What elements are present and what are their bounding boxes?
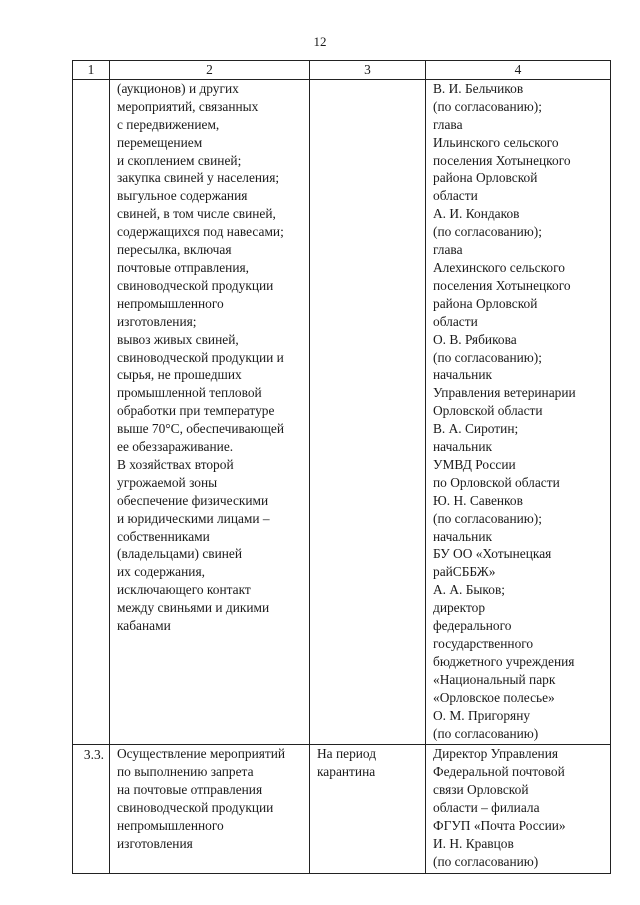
cell-text-line: начальник (433, 528, 492, 544)
cell-text-line: Орловской области (433, 403, 543, 419)
cell-text-line: карантина (317, 764, 376, 780)
cell-text-line: О. В. Рябикова (433, 331, 517, 347)
cell-text-line: Федеральной почтовой (433, 764, 565, 780)
cell-text-line: поселения Хотынецкого (433, 152, 571, 168)
cell-text-line: выше 70°С, обеспечивающей (117, 421, 285, 437)
cell-text-line: В. И. Бельчиков (433, 80, 524, 96)
cell-text-line: их содержания, (117, 564, 205, 580)
column-number-2: 2 (110, 61, 310, 80)
cell-text-line: А. А. Быков; (433, 582, 505, 598)
cell-text-line: кабанами (117, 618, 171, 634)
cell-text-line: содержащихся под навесами; (117, 224, 284, 240)
cell-text-line: В хозяйствах второй (117, 456, 234, 472)
cell-text-line: Ильинского сельского (433, 134, 559, 150)
cell-text-line: Алехинского сельского (433, 259, 565, 275)
cell-text-line: (по согласованию); (433, 349, 542, 365)
cell-text-line: выгульное содержания (117, 188, 248, 204)
cell-text-line: Директор Управления (433, 746, 559, 762)
cell-text-line: непромышленного (117, 818, 224, 834)
cell-text-line: изготовления (117, 835, 193, 851)
row-number-cell: 3.3. (73, 745, 110, 873)
cell-text-line: (по согласованию) (433, 853, 539, 869)
cell-text-line: по выполнению запрета (117, 764, 254, 780)
cell-text-line: «Орловское полесье» (433, 689, 555, 705)
cell-text-line: (по согласованию) (433, 725, 539, 741)
cell-text-line: БУ ОО «Хотынецкая (433, 546, 552, 562)
cell-text-line: изготовления; (117, 313, 197, 329)
cell-text-line: (аукционов) и других (117, 80, 239, 96)
cell-text-line: района Орловской (433, 170, 538, 186)
cell-text-line: исключающего контакт (117, 582, 251, 598)
cell-text-line: обработки при температуре (117, 403, 275, 419)
cell-text-line: свиноводческой продукции и (117, 349, 284, 365)
cell-text-line: (по согласованию); (433, 98, 542, 114)
cell-text-line: УМВД России (433, 456, 516, 472)
cell-text-line: ФГУП «Почта России» (433, 818, 566, 834)
row-number-cell (73, 79, 110, 745)
cell-text-line: А. И. Кондаков (433, 206, 520, 222)
cell-text-line: глава (433, 116, 463, 132)
cell-text-line: перемещением (117, 134, 203, 150)
cell-text-line: связи Орловской (433, 782, 529, 798)
cell-text-line: свиноводческой продукции (117, 277, 274, 293)
cell-text-line: (владельцами) свиней (117, 546, 243, 562)
cell-text-line: О. М. Пригоряну (433, 707, 531, 723)
responsible-cell (426, 79, 611, 745)
cell-text-line: начальник (433, 367, 492, 383)
measure-cell (110, 79, 310, 745)
cell-text-line: мероприятий, связанных (117, 98, 259, 114)
cell-text-line: поселения Хотынецкого (433, 277, 571, 293)
period-cell (310, 745, 426, 873)
cell-text-line: государственного (433, 636, 534, 651)
cell-text-line: промышленной тепловой (117, 385, 262, 401)
cell-text-line: области (433, 313, 478, 329)
cell-text-line: бюджетного учреждения (433, 653, 575, 669)
cell-text-line: пересылка, включая (117, 242, 232, 258)
cell-text-line: по Орловской области (433, 474, 560, 490)
measures-table (72, 60, 611, 874)
cell-text-line: свиноводческой продукции (117, 800, 274, 816)
cell-text-line: вывоз живых свиней, (117, 331, 239, 347)
cell-text-line: И. Н. Кравцов (433, 835, 514, 851)
cell-text-line: Осуществление мероприятий (117, 746, 286, 762)
column-number-1: 1 (73, 61, 110, 80)
cell-text-line: начальник (433, 439, 492, 455)
cell-text-line: (по согласованию); (433, 510, 542, 526)
table-row (73, 745, 611, 873)
cell-text-line: директор (433, 600, 486, 616)
cell-text-line: района Орловской (433, 295, 538, 311)
cell-text-line: угрожаемой зоны (117, 474, 218, 490)
cell-text-line: между свиньями и дикими (117, 600, 270, 616)
period-cell (310, 79, 426, 745)
table-row (73, 79, 611, 745)
cell-text-line: области (433, 188, 478, 204)
cell-text-line: глава (433, 242, 463, 258)
cell-text-line: закупка свиней у населения; (117, 170, 280, 186)
cell-text-line: почтовые отправления, (117, 259, 250, 275)
measure-cell (110, 745, 310, 873)
cell-text-line: на почтовые отправления (117, 782, 263, 798)
page-number: 12 (313, 34, 327, 49)
cell-text-line: (по согласованию); (433, 224, 542, 240)
cell-text-line: собственниками (117, 528, 210, 544)
responsible-cell (426, 745, 611, 873)
cell-text-line: свиней, в том числе свиней, (117, 206, 276, 222)
cell-text-line: райСББЖ» (433, 564, 496, 580)
cell-text-line: обеспечение физическими (117, 492, 269, 508)
cell-text-line: В. А. Сиротин; (433, 421, 519, 437)
cell-text-line: Ю. Н. Савенков (433, 492, 523, 508)
cell-text-line: Управления ветеринарии (433, 385, 576, 401)
cell-text-line: «Национальный парк (433, 671, 556, 687)
cell-text-line: ее обеззараживание. (117, 439, 234, 455)
cell-text-line: с передвижением, (117, 116, 220, 132)
cell-text-line: и скоплением свиней; (117, 152, 242, 168)
cell-text-line: непромышленного (117, 295, 224, 311)
column-number-4: 4 (426, 61, 611, 80)
column-number-3: 3 (310, 61, 426, 80)
table-header-row (73, 61, 611, 80)
cell-text-line: и юридическими лицами – (117, 510, 270, 526)
cell-text-line: На период (317, 746, 377, 762)
cell-text-line: области – филиала (433, 800, 540, 816)
cell-text-line: федерального (433, 618, 512, 634)
cell-text-line: сырья, не прошедших (117, 367, 242, 383)
